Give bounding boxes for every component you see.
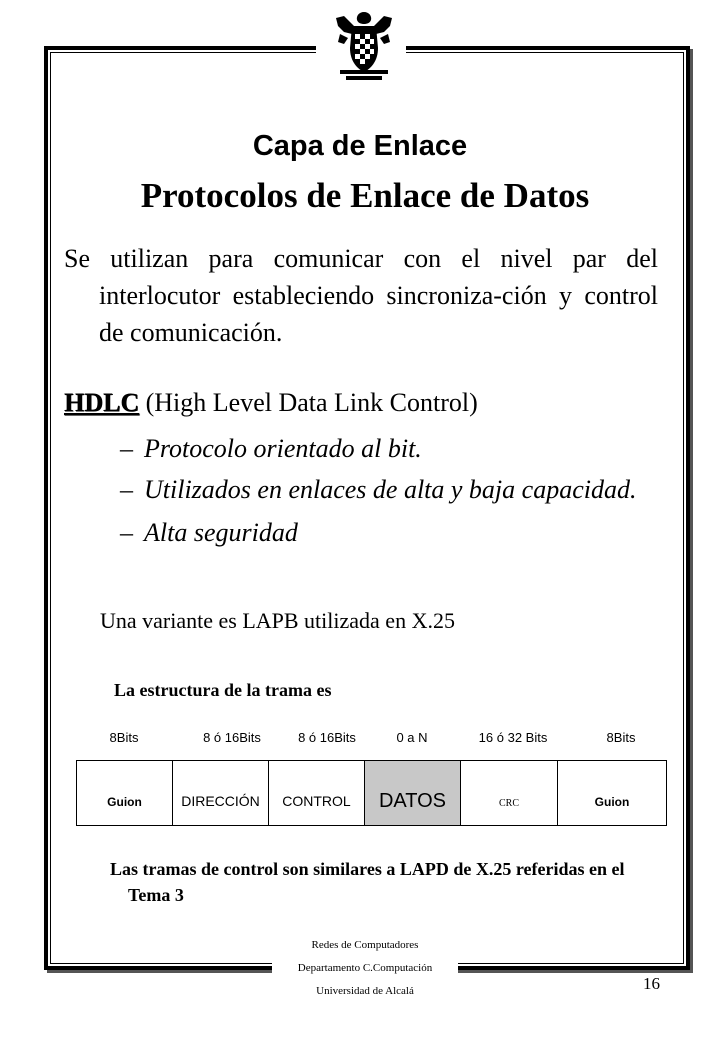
bit-label: 8Bits bbox=[606, 730, 636, 745]
hdlc-bullet-list bbox=[120, 430, 658, 551]
bullet-text: Protocolo orientado al bit. bbox=[144, 434, 422, 463]
hdlc-name: HDLC bbox=[64, 388, 140, 417]
slide-title: Capa de Enlace bbox=[252, 130, 468, 162]
variant-note: Una variante es LAPB utilizada en X.25 bbox=[100, 608, 455, 633]
footer bbox=[272, 934, 458, 1003]
frame-field-flag-start: Guion bbox=[77, 761, 173, 825]
page-number: 16 bbox=[643, 974, 660, 993]
footer-line: Universidad de Alcalá bbox=[316, 985, 414, 997]
hdlc-description: (High Level Data Link Control) bbox=[139, 388, 478, 417]
university-crest-icon bbox=[330, 8, 398, 84]
bullet-dash: – bbox=[120, 475, 133, 504]
frame-field-control: CONTROL bbox=[269, 761, 365, 825]
frame-field-data: DATOS bbox=[365, 761, 461, 825]
list-item bbox=[120, 471, 658, 508]
bit-label: 0 a N bbox=[396, 730, 428, 745]
bullet-dash: – bbox=[120, 518, 133, 547]
footer-line: Redes de Computadores bbox=[311, 939, 419, 951]
control-frames-note: Las tramas de control son similares a LAPD de X.25 referidas en el Tema 3 bbox=[110, 859, 625, 905]
bit-size-labels bbox=[76, 730, 666, 750]
hdlc-frame-diagram bbox=[76, 760, 667, 826]
frame-field-crc: CRC bbox=[461, 761, 558, 825]
bullet-text: Alta seguridad bbox=[144, 518, 298, 547]
hdlc-heading bbox=[64, 388, 478, 418]
bit-label: 8Bits bbox=[109, 730, 139, 745]
slide-subtitle: Protocolos de Enlace de Datos bbox=[140, 176, 590, 215]
bullet-text: Utilizados en enlaces de alta y baja capacidad. bbox=[144, 475, 637, 504]
bit-label: 8 ó 16Bits bbox=[298, 730, 356, 745]
footer-line: Departamento C.Computación bbox=[297, 962, 433, 974]
intro-paragraph: Se utilizan para comunicar con el nivel par del interlocutor estableciendo sincroniza-ción y control de comunicación. bbox=[64, 244, 658, 347]
bit-label: 8 ó 16Bits bbox=[203, 730, 261, 745]
list-item bbox=[120, 514, 658, 551]
frame-field-flag-end: Guion bbox=[594, 795, 630, 809]
bit-label: 16 ó 32 Bits bbox=[478, 730, 548, 745]
bullet-dash: – bbox=[120, 434, 133, 463]
frame-field-address: DIRECCIÓN bbox=[173, 761, 269, 825]
frame-structure-title: La estructura de la trama es bbox=[114, 680, 332, 700]
list-item bbox=[120, 430, 658, 467]
